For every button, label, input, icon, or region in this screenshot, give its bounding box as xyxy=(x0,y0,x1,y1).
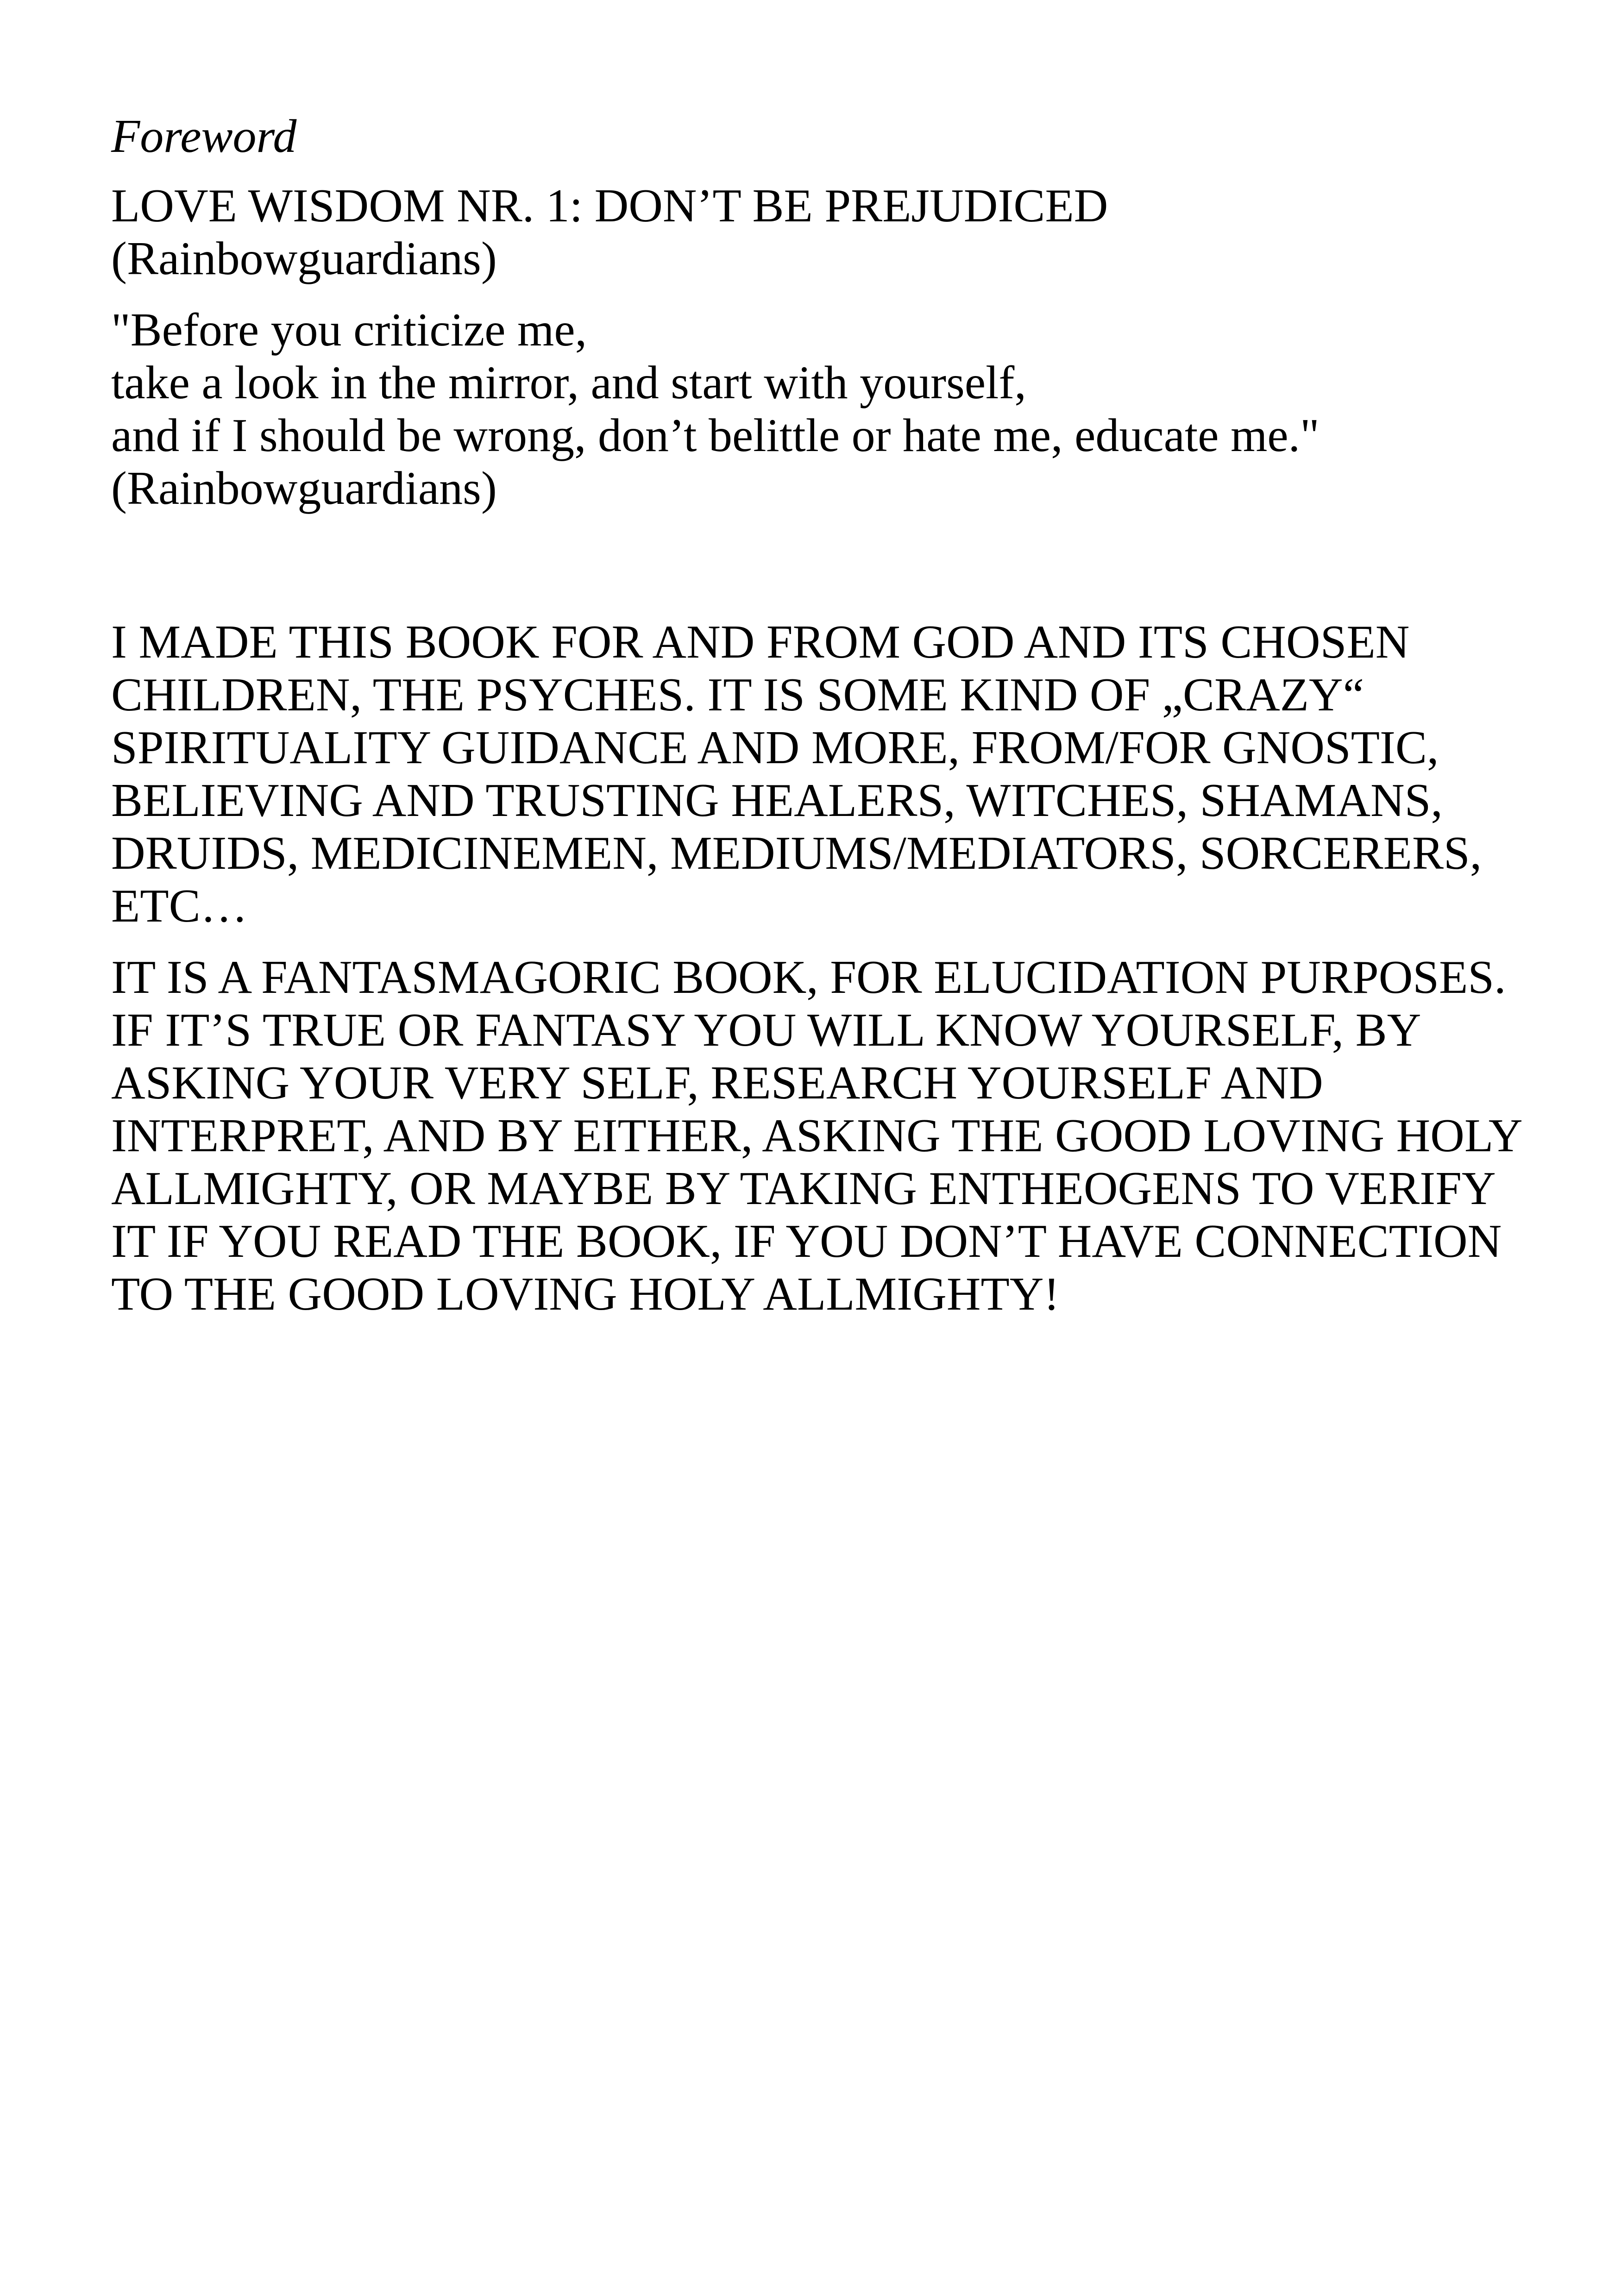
purpose-paragraph xyxy=(111,951,1528,1321)
quote-line: and if I should be wrong, don’t belittle or hate me, educate me." xyxy=(111,409,1319,462)
paragraph-line: BELIEVING AND TRUSTING HEALERS, WITCHES, SHAMANS, xyxy=(111,774,1443,827)
paragraph-line: ASKING YOUR VERY SELF, RESEARCH YOURSELF AND xyxy=(111,1057,1323,1109)
paragraph-line: TO THE GOOD LOVING HOLY ALLMIGHTY! xyxy=(111,1268,1060,1320)
paragraph-line: ALLMIGHTY, OR MAYBE BY TAKING ENTHEOGENS TO VERIFY xyxy=(111,1162,1496,1215)
intro-paragraph xyxy=(111,616,1528,933)
quote-attribution: (Rainbowguardians) xyxy=(111,462,497,514)
foreword-heading: Foreword xyxy=(111,110,297,163)
paragraph-line: SPIRITUALITY GUIDANCE AND MORE, FROM/FOR GNOSTIC, xyxy=(111,721,1439,774)
paragraph-line: INTERPRET, AND BY EITHER, ASKING THE GOOD LOVING HOLY xyxy=(111,1110,1523,1162)
paragraph-line: I MADE THIS BOOK FOR AND FROM GOD AND ITS CHOSEN xyxy=(111,616,1410,668)
title-block xyxy=(111,180,1528,285)
title-attribution: (Rainbowguardians) xyxy=(111,232,497,285)
paragraph-line: IT IS A FANTASMAGORIC BOOK, FOR ELUCIDATION PURPOSES. xyxy=(111,951,1506,1004)
title-line: LOVE WISDOM NR. 1: DON’T BE PREJUDICED xyxy=(111,180,1108,232)
quote-line: "Before you criticize me, xyxy=(111,304,587,356)
paragraph-line: IF IT’S TRUE OR FANTASY YOU WILL KNOW YOURSELF, BY xyxy=(111,1004,1421,1056)
paragraph-line: CHILDREN, THE PSYCHES. IT IS SOME KIND OF „CRAZY“ xyxy=(111,669,1364,721)
quote-block xyxy=(111,304,1528,515)
paragraph-line: DRUIDS, MEDICINEMEN, MEDIUMS/MEDIATORS, SORCERERS, xyxy=(111,827,1482,879)
paragraph-line: ETC… xyxy=(111,880,248,932)
page-content xyxy=(111,110,1528,1321)
quote-line: take a look in the mirror, and start with yourself, xyxy=(111,357,1026,409)
paragraph-line: IT IF YOU READ THE BOOK, IF YOU DON’T HAVE CONNECTION xyxy=(111,1215,1502,1267)
